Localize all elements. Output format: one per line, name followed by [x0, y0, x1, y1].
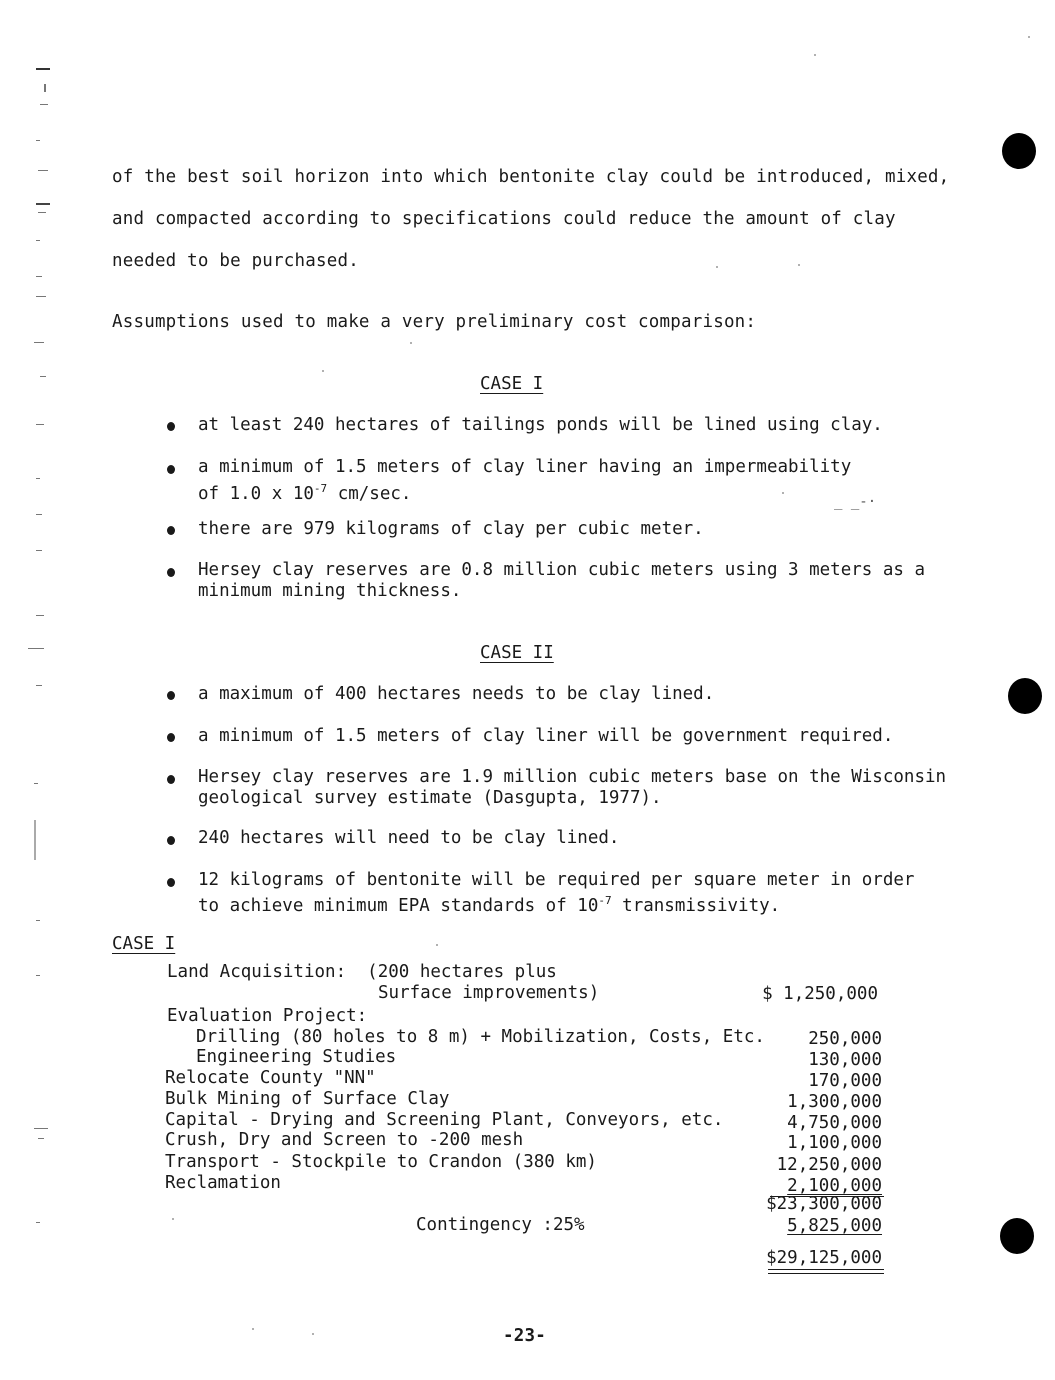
- bullet-icon: [167, 526, 175, 535]
- bullet-icon: [167, 775, 175, 784]
- contingency-label: Contingency :25%: [416, 1215, 585, 1235]
- superscript: -7: [313, 482, 328, 495]
- stray-dash-mark: _ _-·: [834, 494, 877, 510]
- cost-item-evaluation: Evaluation Project:: [167, 1006, 368, 1026]
- bullet-text: a maximum of 400 hectares needs to be clay lined.: [198, 684, 715, 704]
- case2-heading: CASE II: [480, 643, 554, 663]
- cost-amount-drilling: 250,000: [808, 1029, 882, 1049]
- cost-item-relocate: Relocate County "NN": [165, 1068, 376, 1088]
- cost-amount-land: $ 1,250,000: [762, 984, 878, 1004]
- case1-heading: CASE I: [480, 374, 544, 394]
- bullet-text: at least 240 hectares of tailings ponds will be lined using clay.: [198, 415, 883, 435]
- bullet-text: Hersey clay reserves are 0.8 million cubic meters using 3 meters as a: [198, 560, 925, 580]
- cost-item-crush: Crush, Dry and Screen to -200 mesh: [165, 1130, 524, 1150]
- bullet-text-line-2: to achieve minimum EPA standards of $10^{-7}$ transmissivity.: [198, 894, 781, 916]
- cost-amount-total: $29,125,000: [766, 1248, 882, 1268]
- cost-item-land-cont: Surface improvements): [378, 983, 600, 1003]
- binder-hole-bottom: [1000, 1218, 1034, 1254]
- bullet-text-line-2: minimum mining thickness.: [198, 581, 462, 601]
- bullet-icon: [167, 878, 175, 887]
- cost-item-transport: Transport - Stockpile to Crandon (380 km): [165, 1152, 597, 1172]
- bullet-icon: [167, 836, 175, 845]
- bullet-text: a minimum of 1.5 meters of clay liner having an impermeability: [198, 457, 852, 477]
- cost-amount-subtotal: $23,300,000: [766, 1194, 882, 1214]
- binder-hole-top: [1002, 133, 1036, 169]
- cost-amount-contingency: 5,825,000: [787, 1216, 882, 1236]
- bullet-text: a minimum of 1.5 meters of clay liner will be government required.: [198, 726, 894, 746]
- bullet-text-line-2: of 1.0 x $10^{-7}$ cm/sec.: [198, 482, 412, 504]
- cost-amount-capital: 4,750,000: [787, 1113, 882, 1133]
- bullet-text-line-2: geological survey estimate (Dasgupta, 1977).: [198, 788, 662, 808]
- total-double-rule-bottom: [768, 1273, 884, 1274]
- bullet-icon: [167, 733, 175, 742]
- bullet-text: there are 979 kilograms of clay per cubic meter.: [198, 519, 704, 539]
- superscript: -7: [598, 894, 612, 907]
- intro-line-3: needed to be purchased.: [112, 251, 359, 271]
- page-number: -23-: [503, 1326, 546, 1346]
- bullet-text: Hersey clay reserves are 1.9 million cubic meters base on the Wisconsin: [198, 767, 947, 787]
- cost-amount-engineering: 130,000: [808, 1050, 882, 1070]
- cost-amount-reclamation: 2,100,000: [787, 1176, 882, 1196]
- cost-amount-bulk-mining: 1,300,000: [787, 1092, 882, 1112]
- bullet-text: 240 hectares will need to be clay lined.: [198, 828, 620, 848]
- assumptions-intro: Assumptions used to make a very preliminary cost comparison:: [112, 312, 757, 332]
- cost-amount-relocate: 170,000: [808, 1071, 882, 1091]
- bullet-icon: [167, 691, 175, 700]
- bullet-icon: [167, 465, 175, 474]
- cost-item-bulk-mining: Bulk Mining of Surface Clay: [165, 1089, 450, 1109]
- binder-hole-middle: [1008, 678, 1042, 714]
- cost-amount-crush: 1,100,000: [787, 1133, 882, 1153]
- cost-item-engineering: Engineering Studies: [196, 1047, 397, 1067]
- cost-item-reclamation: Reclamation: [165, 1173, 281, 1193]
- bullet-text: 12 kilograms of bentonite will be required per square meter in order: [198, 870, 915, 890]
- cost-table-heading: CASE I: [112, 934, 176, 954]
- bullet-icon: [167, 422, 175, 431]
- total-double-rule-top: [768, 1269, 884, 1270]
- intro-line-1: of the best soil horizon into which bentonite clay could be introduced, mixed,: [112, 167, 950, 187]
- cost-item-drilling: Drilling (80 holes to 8 m) + Mobilization, Costs, Etc.: [196, 1027, 765, 1047]
- cost-item-land: Land Acquisition: (200 hectares plus: [167, 962, 557, 982]
- bullet-icon: [167, 568, 175, 577]
- intro-line-2: and compacted according to specifications could reduce the amount of clay: [112, 209, 896, 229]
- cost-amount-transport: 12,250,000: [776, 1155, 882, 1175]
- cost-item-capital: Capital - Drying and Screening Plant, Conveyors, etc.: [165, 1110, 724, 1130]
